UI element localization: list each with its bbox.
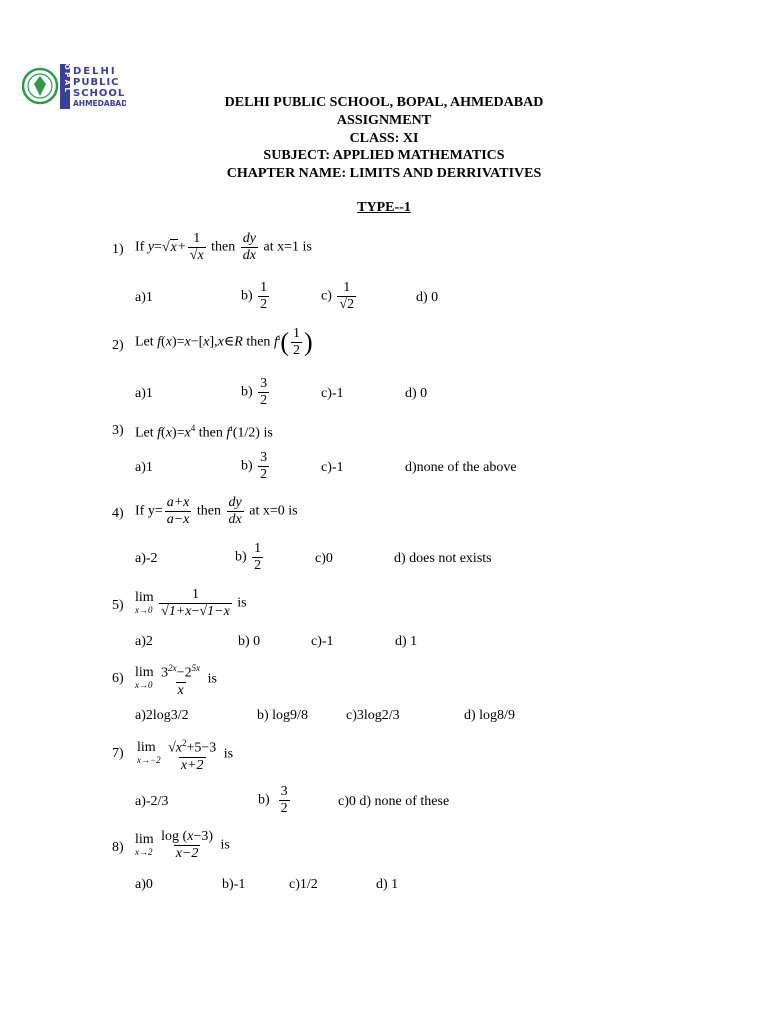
option-d: d)none of the above <box>405 460 517 475</box>
question-number: 3) <box>112 423 124 438</box>
question-8: lim x→2 $\frac{\log (x-3)}{x-2}$ is <box>135 829 230 861</box>
question-number: 1) <box>112 242 124 257</box>
option-b: b) 0 <box>238 634 261 649</box>
option-d: d) 0 <box>416 290 439 305</box>
document-type: ASSIGNMENT <box>336 112 432 128</box>
question-5: lim x→0 $\frac{1}{√1+x-√1-x}$ is <box>135 587 247 619</box>
svg-text:AHMEDABAD: AHMEDABAD <box>73 99 126 108</box>
option-b: b) $\frac{3}{2}$ <box>241 376 268 408</box>
document-header <box>0 94 768 183</box>
option-d: d) 1 <box>395 634 418 649</box>
option-c: c)1/2 <box>289 877 318 892</box>
option-b: b) $\frac{3}{2}$ <box>258 784 288 816</box>
option-a: a)2log3/2 <box>135 708 189 723</box>
option-a: a)-2 <box>135 551 158 566</box>
question-1: If y=√x+ $\frac{1}{√x}$ then $\frac{dy}{dx}$ at x=1 is <box>135 231 312 263</box>
question-number: 2) <box>112 338 124 353</box>
question-2: Let f(x)=x−[x],x∈R then $f^ı$( $\frac{1}{2}$ ) <box>135 326 313 358</box>
option-a: a)1 <box>135 460 153 475</box>
class-label: CLASS: XI <box>349 130 419 146</box>
question-3: Let $f(x)=x^4$ then $f^ı(1/2)$ is <box>135 423 273 441</box>
option-a: a)2 <box>135 634 153 649</box>
svg-text:SCHOOL: SCHOOL <box>73 88 126 99</box>
svg-text:B O P A L: B O P A L <box>63 62 71 93</box>
question-number: 4) <box>112 506 124 521</box>
question-number: 5) <box>112 598 124 613</box>
school-name: DELHI PUBLIC SCHOOL, BOPAL, AHMEDABAD <box>224 95 544 110</box>
option-c: c) $\frac{1}{√2}$ <box>321 280 355 312</box>
question-4: If y= $\frac{a+x}{a-x}$ then $\frac{dy}{dx}$ at x=0 is <box>135 495 298 527</box>
option-a: a)-2/3 <box>135 794 169 809</box>
option-c: c)-1 <box>321 460 344 475</box>
question-6: lim x→0 $\frac{3^{2x}-2^{5x}}{x}$ is <box>135 663 217 698</box>
option-d: d) does not exists <box>394 551 492 566</box>
option-a: a)0 <box>135 877 153 892</box>
section-title: TYPE--1 <box>357 200 411 215</box>
option-b: b)-1 <box>222 877 246 892</box>
option-c: c)-1 <box>321 386 344 401</box>
option-d: d) log8/9 <box>464 708 515 723</box>
svg-text:DELHI: DELHI <box>73 66 117 77</box>
option-c: c)3log2/3 <box>346 708 400 723</box>
subject-label: SUBJECT: APPLIED MATHEMATICS <box>263 148 505 164</box>
option-a: a)1 <box>135 290 153 305</box>
svg-text:PUBLIC: PUBLIC <box>73 77 120 88</box>
option-d: d) 0 <box>405 386 428 401</box>
option-b: b) $\frac{1}{2}$ <box>235 541 262 573</box>
option-c: c)-1 <box>311 634 334 649</box>
option-a: a)1 <box>135 386 153 401</box>
option-c: c)0 <box>315 551 333 566</box>
option-c: c)0 d) none of these <box>338 794 450 809</box>
option-b: b) $\frac{1}{2}$ <box>241 280 268 312</box>
chapter-label: CHAPTER NAME: LIMITS AND DERRIVATIVES <box>226 166 542 182</box>
option-d: d) 1 <box>376 877 399 892</box>
question-number: 7) <box>112 746 124 761</box>
question-7: lim x→−2 $\frac{√x^2+5-3}{x+2}$ is <box>137 738 234 773</box>
question-number: 8) <box>112 840 124 855</box>
question-number: 6) <box>112 671 124 686</box>
option-b: b) log9/8 <box>257 708 308 723</box>
option-b: b) $\frac{3}{2}$ <box>241 450 268 482</box>
